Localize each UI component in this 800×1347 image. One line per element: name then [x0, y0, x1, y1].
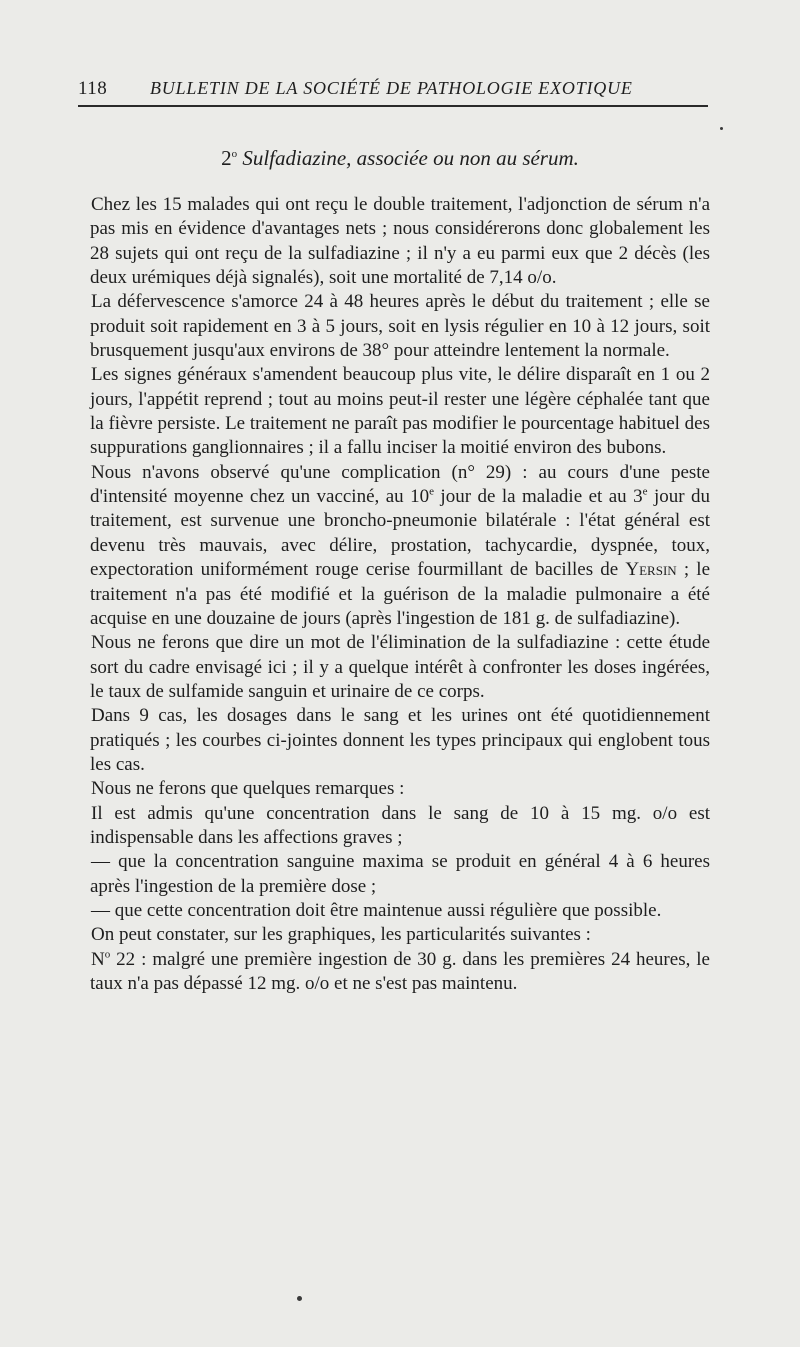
body-text	[90, 193, 710, 996]
paragraph-segment: 22 : malgré une première ingestion de 30 g. dans les premières 24 heures, le taux n'a pas dépassé 12 mg. o/o et ne s'est pas maintenu.	[90, 948, 710, 994]
paragraph-segment: Nous n'avons observé qu'une complication (n° 29) : au cours d'une peste d'intensité moyenne chez un vacciné, au 10	[90, 461, 710, 508]
header-rule	[78, 105, 708, 107]
paragraph-segment: N	[91, 948, 105, 970]
paragraph-case	[90, 948, 710, 997]
running-title: BULLETIN DE LA SOCIÉTÉ DE PATHOLOGIE EXOTIQUE	[150, 78, 633, 98]
section-number: 2	[221, 146, 232, 170]
section-degree: o	[231, 148, 238, 160]
paragraph-complication	[90, 461, 710, 631]
superscript: o	[104, 948, 111, 961]
paragraph-segment: ; le traitement n'a pas été modifié et la guérison de la maladie pulmonaire a été acquise en une douzaine de jours (après l'ingestion de 181 g. de sulfadiazine).	[90, 559, 710, 629]
page-header	[78, 74, 708, 104]
paragraph: — que cette concentration doit être maintenue aussi régulière que possible.	[91, 899, 662, 921]
print-speck	[720, 127, 723, 130]
paragraph: Nous ne ferons que dire un mot de l'élimination de la sulfadiazine : cette étude sort du cadre envisagé ici ; il y a quelque intérêt à confronter les doses ingérées, le taux de sulfamide sanguin et urinaire de ce corps.	[90, 632, 710, 702]
paragraph: — que la concentration sanguine maxima se produit en général 4 à 6 heures après l'ingestion de la première dose ;	[90, 851, 710, 897]
paragraph: Nous ne ferons que quelques remarques :	[91, 778, 405, 800]
paragraph: Il est admis qu'une concentration dans le sang de 10 à 15 mg. o/o est indispensable dans les affections graves ;	[90, 802, 710, 848]
paragraph: On peut constater, sur les graphiques, les particularités suivantes :	[91, 924, 591, 946]
section-title-drug: Sulfadiazine	[242, 146, 347, 170]
section-title-rest: , associée ou non au sérum.	[346, 146, 579, 170]
paragraph: Chez les 15 malades qui ont reçu le double traitement, l'adjonction de sérum n'a pas mis en évidence d'avantages nets ; nous considérerons donc globalement les 28 sujets qui ont reçu de la sulfadiazine ; il n'y a eu parmi eux que 2 décès (les deux urémiques déjà signalés), soit une mortalité de 7,14 o/o.	[90, 194, 710, 289]
section-heading	[0, 146, 800, 171]
author-name: Yersin	[625, 559, 677, 581]
paragraph: Dans 9 cas, les dosages dans le sang et les urines ont été quotidiennement pratiqués ; les courbes ci-jointes donnent les types principaux qui englobent tous les cas.	[90, 705, 710, 775]
paragraph-segment: jour du traitement, est survenue une broncho-pneumonie bilatérale : l'état général est devenu très mauvais, avec délire, prostation, tachycardie, dyspnée, toux, expectoration uniformément rouge cerise fourmillant de bacilles de	[90, 486, 710, 581]
paragraph-segment: jour de la maladie et au 3	[433, 486, 643, 508]
print-speck	[297, 1296, 302, 1301]
superscript: e	[642, 485, 648, 498]
page-number: 118	[78, 78, 108, 99]
paragraph: Les signes généraux s'amendent beaucoup plus vite, le délire disparaît en 1 ou 2 jours, l'appétit reprend ; tout au moins peut-il rester une légère céphalée tant que la fièvre persiste. Le traitement ne paraît pas modifier le pourcentage habituel des suppurations ganglionnaires ; il a fallu inciser la moitié environ des bubons.	[90, 364, 710, 459]
superscript: e	[429, 485, 434, 498]
paragraph: La défervescence s'amorce 24 à 48 heures après le début du traitement ; elle se produit soit rapidement en 3 à 5 jours, soit en lysis régulier en 10 à 12 jours, soit brusquement jusqu'aux environs de 38° pour atteindre lentement la normale.	[90, 291, 710, 362]
